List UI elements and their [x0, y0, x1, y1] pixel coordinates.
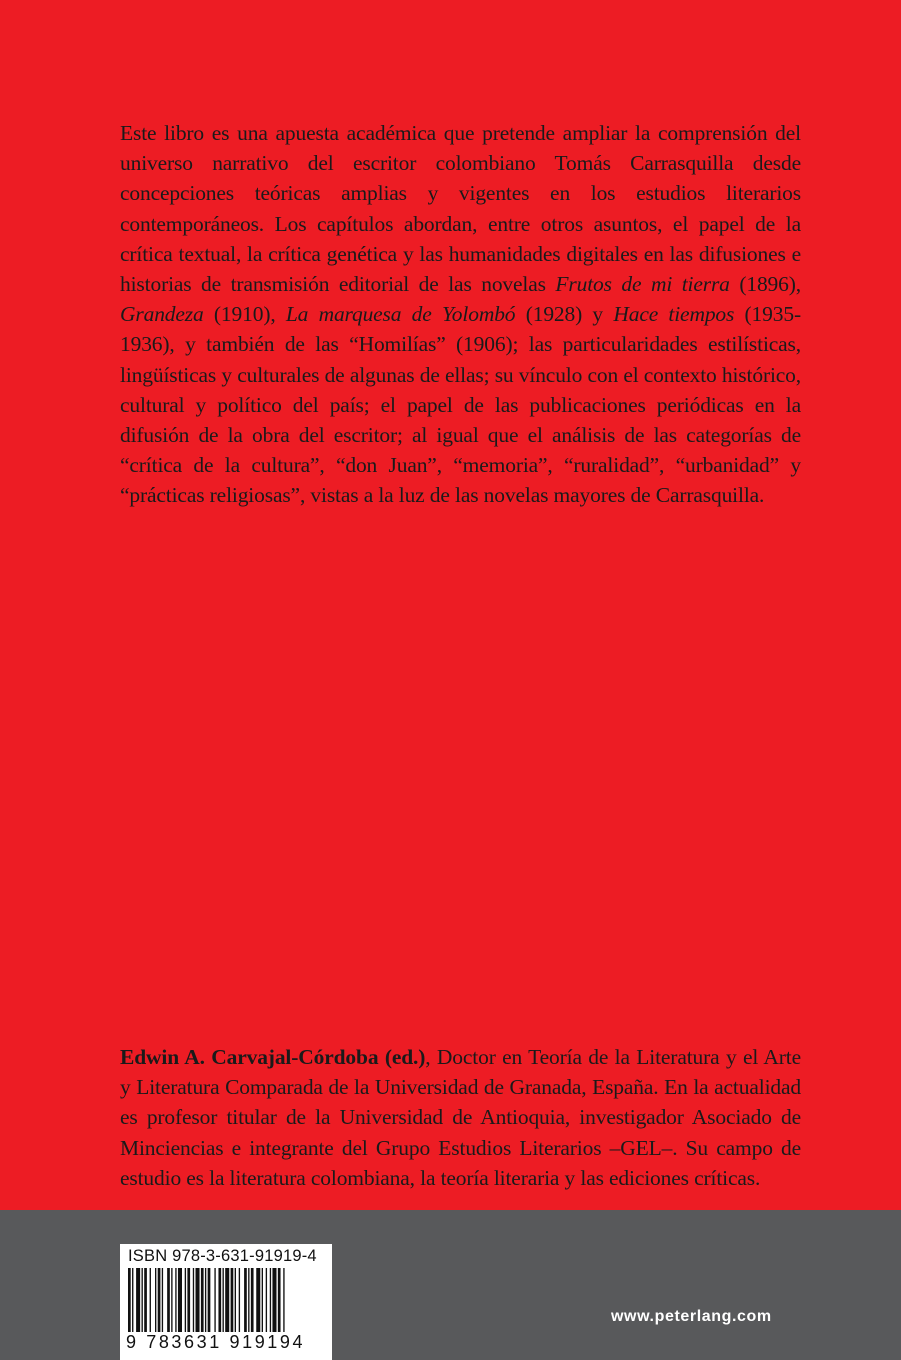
blurb-text-4: (1928) y — [515, 302, 614, 327]
title-marquesa: La marquesa de Yolombó — [285, 302, 516, 327]
blurb-text-2: (1896), — [729, 272, 801, 297]
isbn-label: ISBN 978-3-631-91919-4 — [128, 1247, 317, 1265]
title-frutos: Frutos de mi tierra — [555, 272, 730, 297]
barcode-digits: 9 783631 919194 — [126, 1332, 306, 1352]
blurb-text-1: Este libro es una apuesta académica que pretende ampliar la comprensión del universo narrativo del escritor colombiano Tomás Carrasquilla desde concepciones teóricas amplias y vigentes en los estudios literarios contemporáneos. Los capítulos abordan, entre otros asuntos, el papel de la crítica textual, la crítica genética y las humanidades digitales en las difusiones e historias de transmisión editorial de las novelas — [120, 121, 801, 297]
blurb-text-3: (1910), — [203, 302, 286, 327]
blurb-text-5: (1935-1936), y también de las “Homilías” (1906); las particularidades estilísticas, lingüísticas y culturales de algunas de ellas; su vínculo con el contexto histórico, cultural y político del país; el papel de las publicaciones periódicas en la difusión de la obra del escritor; al igual que el análisis de las categorías de “crítica de la cultura”, “don Juan”, “memoria”, “ruralidad”, “urbanidad” y “prácticas religiosas”, vistas a la luz de las novelas mayores de Carrasquilla. — [120, 302, 801, 508]
back-cover-blurb — [120, 118, 801, 511]
title-hace-tiempos: Hace tiempos — [613, 302, 735, 327]
author-bio-text: , Doctor en Teoría de la Literatura y el Arte y Literatura Comparada de la Universidad de Granada, España. En la actualidad es profesor titular de la Universidad de Antioquia, investigador Asociado de Minciencias e integrante del Grupo Estudios Literarios –GEL–. Su campo de estudio es la literatura colombiana, la teoría literaria y las ediciones críticas. — [120, 1045, 801, 1190]
author-name: Edwin A. Carvajal-Córdoba (ed.) — [120, 1045, 426, 1069]
isbn-barcode — [120, 1244, 332, 1360]
author-bio — [120, 1042, 801, 1193]
barcode-icon — [126, 1268, 326, 1332]
publisher-url: www.peterlang.com — [611, 1308, 772, 1325]
title-grandeza: Grandeza — [120, 302, 204, 327]
